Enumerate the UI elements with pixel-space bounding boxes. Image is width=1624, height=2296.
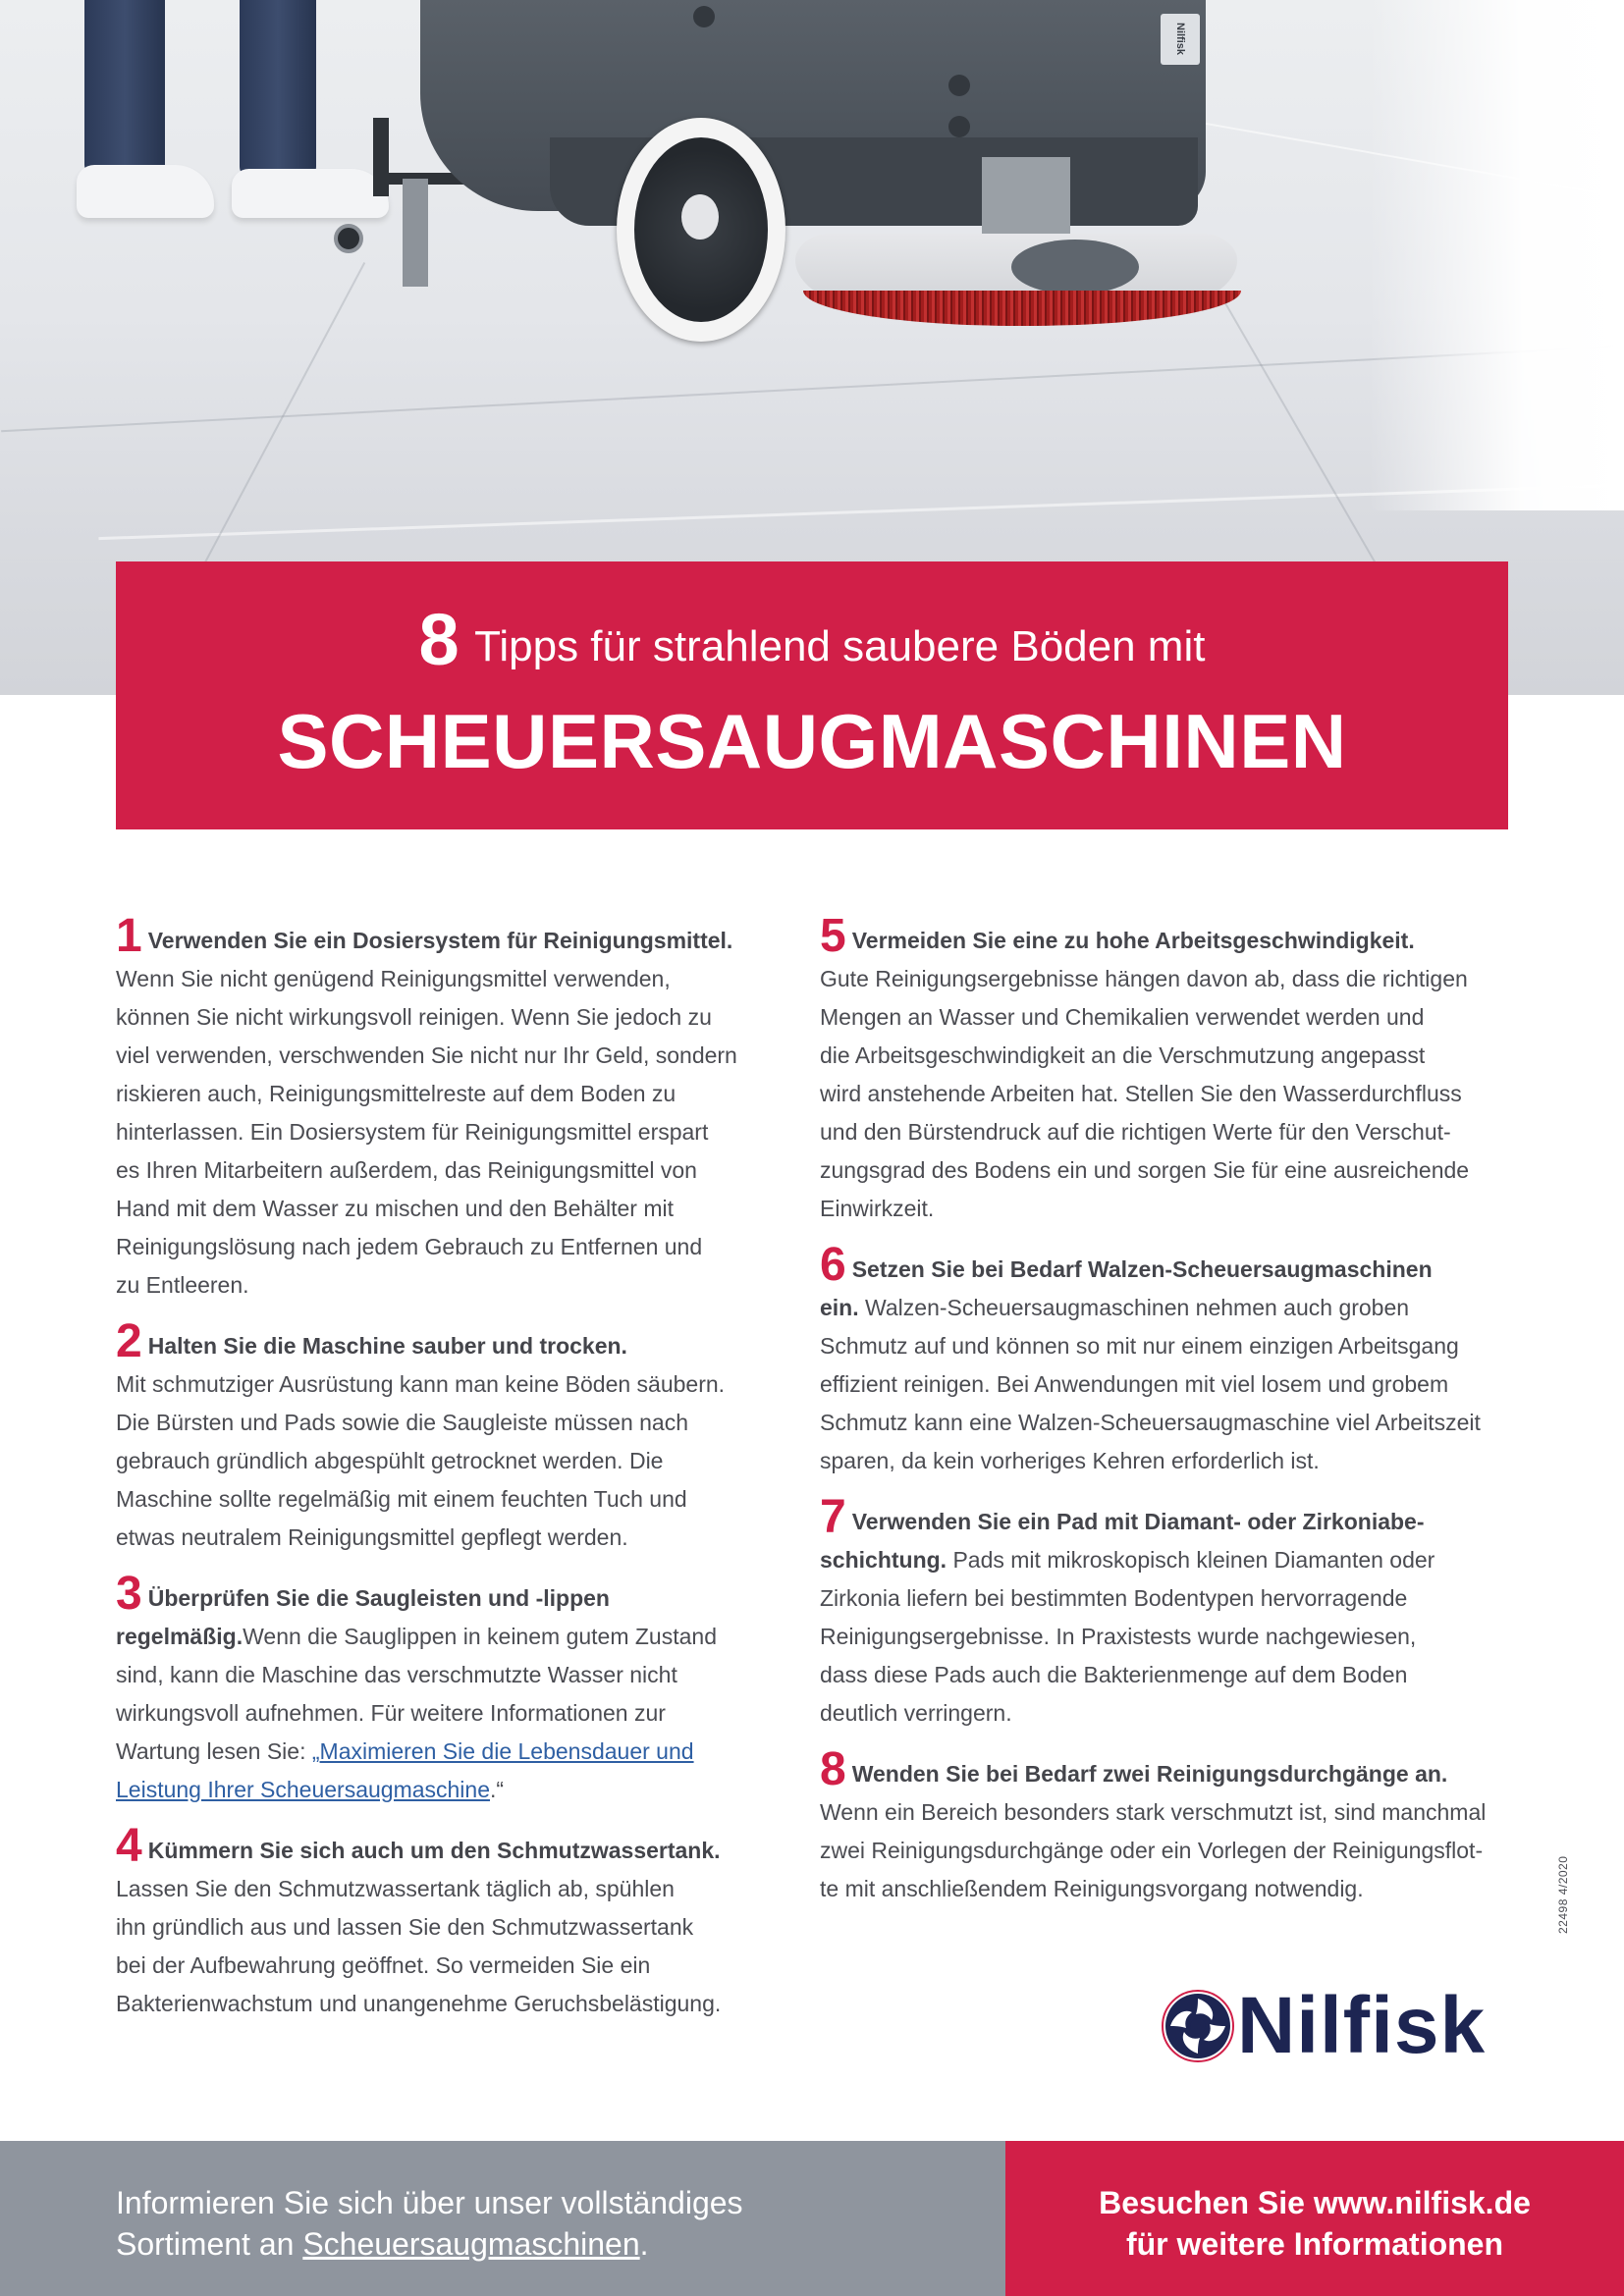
scrubber-range-link[interactable]: Scheuersaugmaschinen xyxy=(302,2226,640,2262)
tip-text-line: viel verwenden, verschwenden Sie nicht nur Ihr Geld, sondern xyxy=(116,1042,737,1068)
tip-text-line: Gute Reinigungsergebnisse hängen davon ab, dass die richtigen xyxy=(820,966,1468,991)
tip-text-line: bei der Aufbewahrung geöffnet. So vermeiden Sie ein xyxy=(116,1952,651,1978)
tip-text-line: Die Bürsten und Pads sowie die Saugleiste müssen nach xyxy=(116,1410,689,1435)
tip-text-line: Maschine sollte regelmäßig mit einem feuchten Tuch und xyxy=(116,1486,687,1512)
tip-number: 4 xyxy=(116,1820,142,1872)
tip-2 xyxy=(116,1315,793,1557)
tip-number: 2 xyxy=(116,1315,142,1367)
tip-number: 7 xyxy=(820,1491,846,1543)
tip-heading: Halten Sie die Maschine sauber und trocken. xyxy=(147,1333,627,1359)
banner-subtitle: Tipps für strahlend saubere Böden mit xyxy=(474,622,1206,670)
tip-text-line: Zirkonia liefern bei bestimmten Bodentypen hervorragende xyxy=(820,1585,1408,1611)
tip-text: Walzen-Scheuersaugmaschinen nehmen auch groben xyxy=(858,1295,1410,1320)
tip-4 xyxy=(116,1820,793,2023)
title-banner xyxy=(116,561,1508,829)
tip-heading-cont: regelmäßig. xyxy=(116,1624,244,1649)
footer-info-prefix: Sortiment an xyxy=(116,2226,303,2262)
footer-website-line1[interactable]: Besuchen Sie www.nilfisk.de xyxy=(1099,2185,1531,2220)
squeegee-post xyxy=(403,179,428,287)
tip-text-line: zwei Reinigungsdurchgänge oder ein Vorlegen der Reinigungsflot- xyxy=(820,1838,1484,1863)
tip-text-line: Wenn ein Bereich besonders stark verschmutzt ist, sind manchmal xyxy=(820,1799,1487,1825)
tip-heading: Vermeiden Sie eine zu hohe Arbeitsgeschwindigkeit. xyxy=(851,928,1415,953)
tip-text-line: riskieren auch, Reinigungsmittelreste auf dem Boden zu xyxy=(116,1081,677,1106)
squeegee-knob xyxy=(373,118,389,196)
tip-heading: Überprüfen Sie die Saugleisten und -lippen xyxy=(147,1585,610,1611)
nilfisk-logo xyxy=(1161,1981,1487,2070)
footer-info-panel xyxy=(0,2141,1005,2296)
tip-heading: Verwenden Sie ein Pad mit Diamant- oder Zirkoniabe- xyxy=(851,1509,1425,1534)
tip-text-line: Hand mit dem Wasser zu mischen und den Behälter mit xyxy=(116,1196,675,1221)
tip-text-line: Einwirkzeit. xyxy=(820,1196,935,1221)
tip-8 xyxy=(820,1743,1507,1908)
tip-heading: Kümmern Sie sich auch um den Schmutzwassertank. xyxy=(147,1838,721,1863)
link-quote-close: .“ xyxy=(490,1777,505,1802)
tip-number: 5 xyxy=(820,910,846,962)
operator-shoe xyxy=(77,165,214,218)
tip-text-line: Wenn Sie nicht genügend Reinigungsmittel verwenden, xyxy=(116,966,671,991)
maintenance-article-link[interactable]: Maximieren Sie die Lebensdauer und xyxy=(319,1738,694,1764)
tip-text-line: Bakterienwachstum und unangenehme Geruchsbelästigung. xyxy=(116,1991,722,2016)
brush-motor xyxy=(982,157,1070,245)
tip-text-line: Reinigungsergebnisse. In Praxistests wurde nachgewiesen, xyxy=(820,1624,1417,1649)
tip-text-line: es Ihren Mitarbeitern außerdem, das Reinigungsmittel von xyxy=(116,1157,697,1183)
tip-text-line: dass diese Pads auch die Bakterienmenge auf dem Boden xyxy=(820,1662,1408,1687)
tip-text-line: Schmutz kann eine Walzen-Scheuersaugmaschine viel Arbeitszeit xyxy=(820,1410,1481,1435)
tip-text-line: sind, kann die Maschine das verschmutzte Wasser nicht xyxy=(116,1662,677,1687)
machine-bolt xyxy=(948,75,970,96)
tip-text-line: können Sie nicht wirkungsvoll reinigen. Wenn Sie jedoch zu xyxy=(116,1004,712,1030)
tip-5 xyxy=(820,910,1507,1228)
brush-deck-cap xyxy=(1011,240,1139,294)
operator-leg xyxy=(84,0,165,175)
tip-text-line: zu Entleeren. xyxy=(116,1272,249,1298)
tip-text-line: ihn gründlich aus und lassen Sie den Schmutzwassertank xyxy=(116,1914,694,1940)
tip-text: Pads mit mikroskopisch kleinen Diamanten oder xyxy=(947,1547,1435,1573)
tip-text-line: Mengen an Wasser und Chemikalien verwendet werden und xyxy=(820,1004,1425,1030)
tip-text-line: gebrauch gründlich abgespühlt getrocknet werden. Die xyxy=(116,1448,664,1473)
machine-wheel-hub xyxy=(681,194,719,240)
operator-leg xyxy=(240,0,316,177)
link-quote-open: „ xyxy=(311,1738,320,1764)
tip-number: 3 xyxy=(116,1568,142,1620)
tip-text-line: die Arbeitsgeschwindigkeit an die Verschmutzung angepasst xyxy=(820,1042,1426,1068)
footer-website-line2: für weitere Informationen xyxy=(1125,2226,1504,2262)
document-code: 22498 4/2020 xyxy=(1556,1855,1570,1934)
tip-7 xyxy=(820,1491,1507,1733)
tip-text-line: und den Bürstendruck auf die richtigen Werte für den Verschut- xyxy=(820,1119,1451,1145)
nilfisk-swirl-icon xyxy=(1161,1989,1235,2063)
tip-heading: Setzen Sie bei Bedarf Walzen-Scheuersaugmaschinen xyxy=(851,1256,1433,1282)
tip-text-line: etwas neutralem Reinigungsmittel gepflegt werden. xyxy=(116,1524,628,1550)
tip-text-line: wirkungsvoll aufnehmen. Für weitere Informationen zur xyxy=(116,1700,666,1726)
footer-info-line1: Informieren Sie sich über unser vollständiges xyxy=(116,2185,743,2220)
tip-text-line: effizient reinigen. Bei Anwendungen mit viel losem und grobem xyxy=(820,1371,1449,1397)
tip-heading: Verwenden Sie ein Dosiersystem für Reinigungsmittel. xyxy=(147,928,733,953)
tip-text-line: Mit schmutziger Ausrüstung kann man keine Böden säubern. xyxy=(116,1371,726,1397)
tip-text: Wartung lesen Sie: xyxy=(116,1738,312,1764)
tip-number: 1 xyxy=(116,910,142,962)
tip-text: Wenn die Sauglippen in keinem gutem Zustand xyxy=(243,1624,717,1649)
red-scrub-pad xyxy=(803,291,1241,326)
tips-column-right xyxy=(820,910,1507,1926)
maintenance-article-link-cont[interactable]: Leistung Ihrer Scheuersaugmaschine xyxy=(116,1777,491,1802)
banner-subtitle-line xyxy=(116,599,1508,680)
footer-info-suffix: . xyxy=(639,2226,649,2262)
tip-heading-cont: ein. xyxy=(820,1295,859,1320)
tip-heading: Wenden Sie bei Bedarf zwei Reinigungsdurchgänge an. xyxy=(851,1761,1448,1787)
tip-text-line: zungsgrad des Bodens ein und sorgen Sie für eine ausreichende xyxy=(820,1157,1470,1183)
footer-website-panel[interactable] xyxy=(1005,2141,1624,2296)
tip-number: 6 xyxy=(820,1239,846,1291)
machine-bolt xyxy=(948,116,970,137)
tip-text-line: Lassen Sie den Schmutzwassertank täglich ab, spühlen xyxy=(116,1876,675,1901)
tip-text-line: sparen, da kein vorheriges Kehren erforderlich ist. xyxy=(820,1448,1320,1473)
operator-shoe xyxy=(232,169,389,218)
tip-text-line: te mit anschließendem Reinigungsvorgang notwendig. xyxy=(820,1876,1364,1901)
banner-title: SCHEUERSAUGMASCHINEN xyxy=(277,698,1347,784)
tip-text-line: Schmutz auf und können so mit nur einem einzigen Arbeitsgang xyxy=(820,1333,1459,1359)
tip-heading-cont: schichtung. xyxy=(820,1547,947,1573)
machine-bolt xyxy=(693,6,715,27)
tip-text-line: wird anstehende Arbeiten hat. Stellen Sie den Wasserdurchfluss xyxy=(820,1081,1462,1106)
tip-3 xyxy=(116,1568,793,1809)
tip-text-line: deutlich verringern. xyxy=(820,1700,1012,1726)
banner-number: 8 xyxy=(418,599,460,680)
tip-text-line: Reinigungslösung nach jedem Gebrauch zu Entfernen und xyxy=(116,1234,703,1259)
footer xyxy=(0,2141,1624,2296)
tip-1 xyxy=(116,910,793,1305)
machine-brand-label: Nilfisk xyxy=(1161,14,1200,65)
window-glare xyxy=(1369,0,1624,510)
caster-wheel xyxy=(334,224,363,253)
tip-number: 8 xyxy=(820,1743,846,1795)
tip-6 xyxy=(820,1239,1507,1480)
tip-text-line: hinterlassen. Ein Dosiersystem für Reinigungsmittel erspart xyxy=(116,1119,709,1145)
logo-wordmark: Nilfisk xyxy=(1237,1981,1487,2070)
tips-column-left xyxy=(116,910,793,2041)
